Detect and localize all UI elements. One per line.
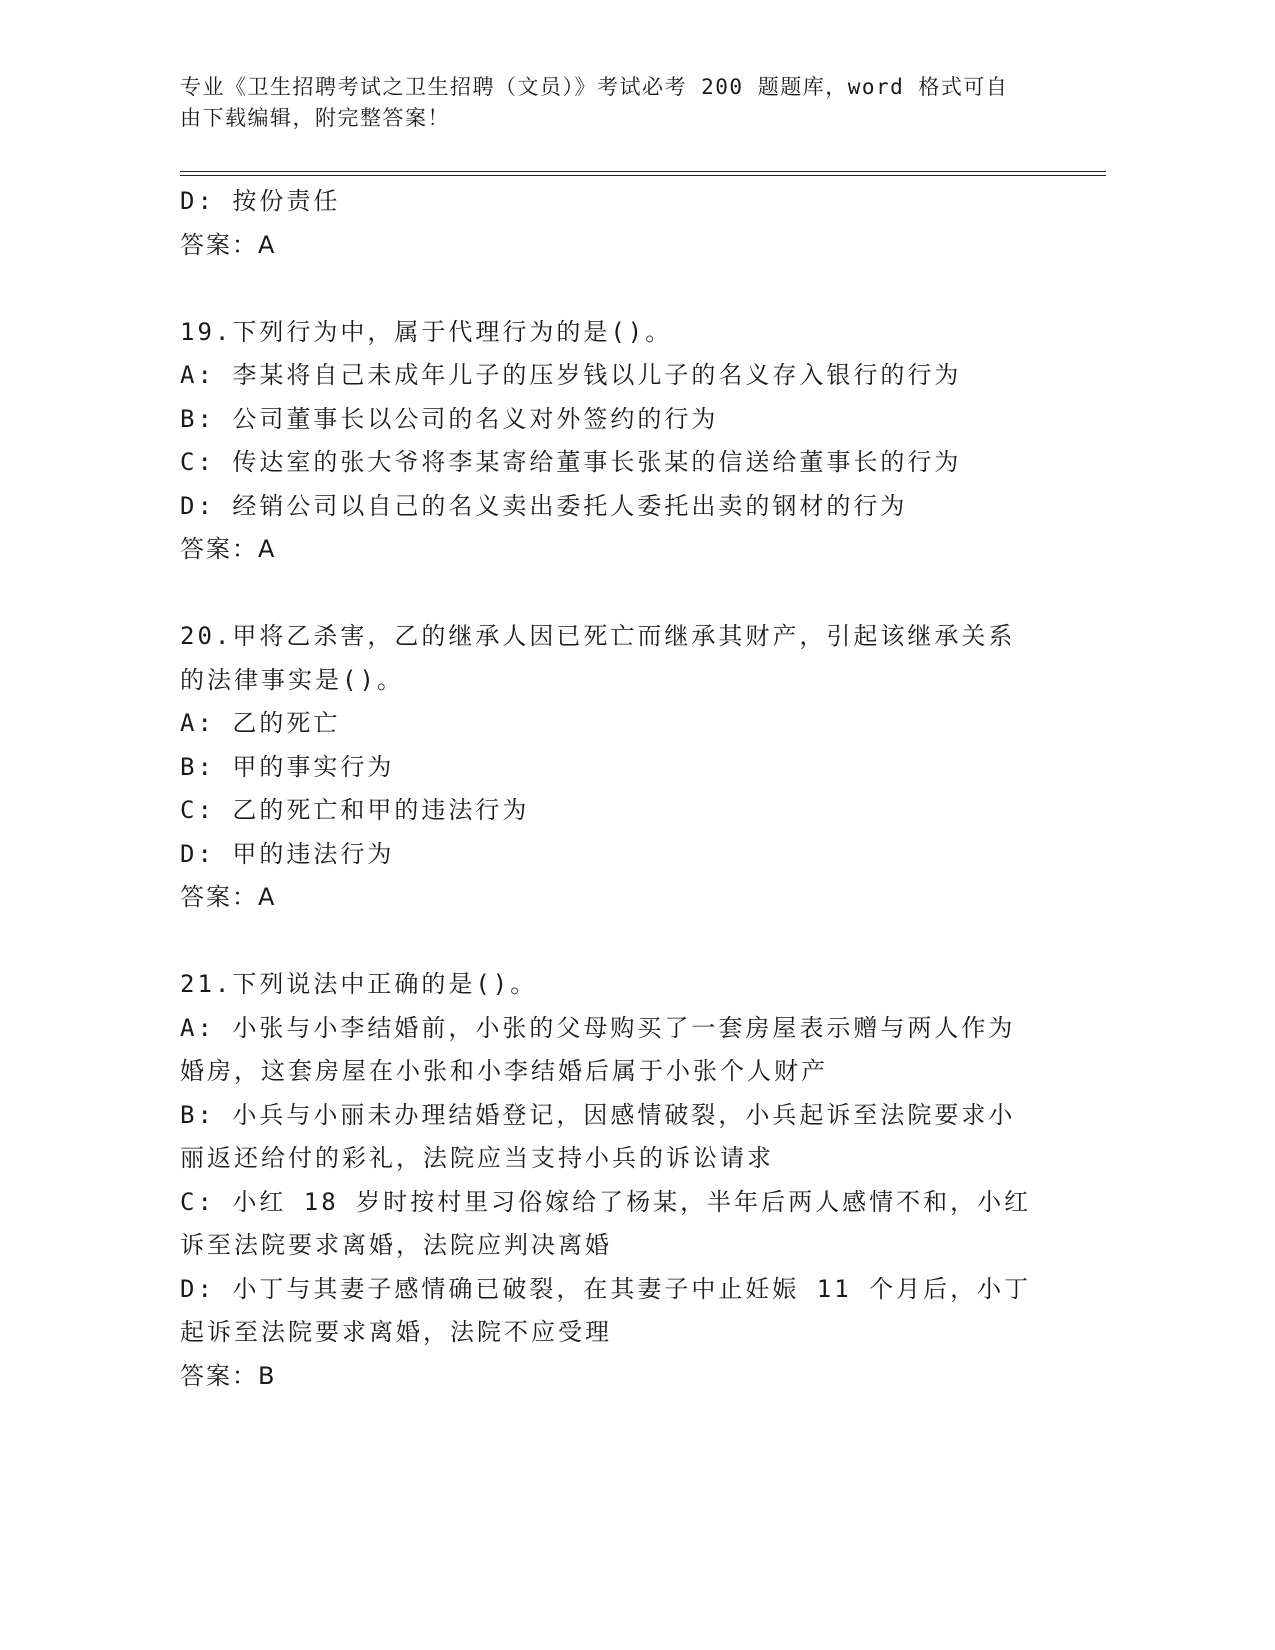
option-b: B: 甲的事实行为	[180, 752, 395, 781]
question-content	[180, 180, 1040, 1398]
page-header	[180, 72, 1040, 134]
question-21	[180, 963, 1040, 1398]
option-a: A: 乙的死亡	[180, 709, 341, 737]
option-a: A: 李某将自己未成年儿子的压岁钱以儿子的名义存入银行的行为	[180, 361, 962, 389]
continuation-block	[180, 180, 1040, 267]
option-c-line-2: 诉至法院要求离婚，法院应判决离婚	[180, 1231, 612, 1259]
option-d: D: 经销公司以自己的名义卖出委托人委托出卖的钢材的行为	[180, 491, 908, 520]
question-stem: 21.下列说法中正确的是()。	[180, 970, 538, 998]
answer-line: 答案：A	[180, 535, 277, 563]
question-20	[180, 615, 1040, 920]
option-a-line-2: 婚房，这套房屋在小张和小李结婚后属于小张个人财产	[180, 1057, 828, 1085]
header-line-2: 由下载编辑，附完整答案！	[180, 106, 450, 130]
answer-line: 答案：B	[180, 1361, 277, 1390]
option-d-line-1: D: 小丁与其妻子感情确已破裂，在其妻子中止妊娠 11 个月后，小丁	[180, 1274, 1032, 1303]
question-stem-line-1: 20.甲将乙杀害，乙的继承人因已死亡而继承其财产，引起该继承关系	[180, 622, 1016, 650]
spacer	[180, 920, 1040, 964]
answer-line: 答案：A	[180, 883, 277, 911]
spacer	[180, 572, 1040, 616]
answer-line: 答案：A	[180, 230, 277, 259]
question-19	[180, 311, 1040, 572]
header-divider-top	[180, 171, 1106, 172]
question-stem: 19.下列行为中，属于代理行为的是()。	[180, 317, 673, 346]
spacer	[180, 267, 1040, 311]
option-a-line-1: A: 小张与小李结婚前，小张的父母购买了一套房屋表示赠与两人作为	[180, 1013, 1016, 1042]
option-b: B: 公司董事长以公司的名义对外签约的行为	[180, 404, 719, 433]
option-b-line-1: B: 小兵与小丽未办理结婚登记，因感情破裂，小兵起诉至法院要求小	[180, 1100, 1016, 1129]
option-c: C: 传达室的张大爷将李某寄给董事长张某的信送给董事长的行为	[180, 448, 962, 476]
question-stem-line-2: 的法律事实是()。	[180, 665, 404, 694]
option-d: D: 按份责任	[180, 187, 341, 215]
option-d-line-2: 起诉至法院要求离婚，法院不应受理	[180, 1318, 612, 1346]
option-c-line-1: C: 小红 18 岁时按村里习俗嫁给了杨某，半年后两人感情不和，小红	[180, 1187, 1032, 1216]
option-c: C: 乙的死亡和甲的违法行为	[180, 796, 530, 824]
option-d: D: 甲的违法行为	[180, 839, 395, 868]
header-line-1: 专业《卫生招聘考试之卫生招聘（文员）》考试必考 200 题题库，word 格式可自	[180, 75, 1009, 99]
header-divider-bottom	[180, 175, 1106, 176]
option-b-line-2: 丽返还给付的彩礼，法院应当支持小兵的诉讼请求	[180, 1144, 774, 1172]
